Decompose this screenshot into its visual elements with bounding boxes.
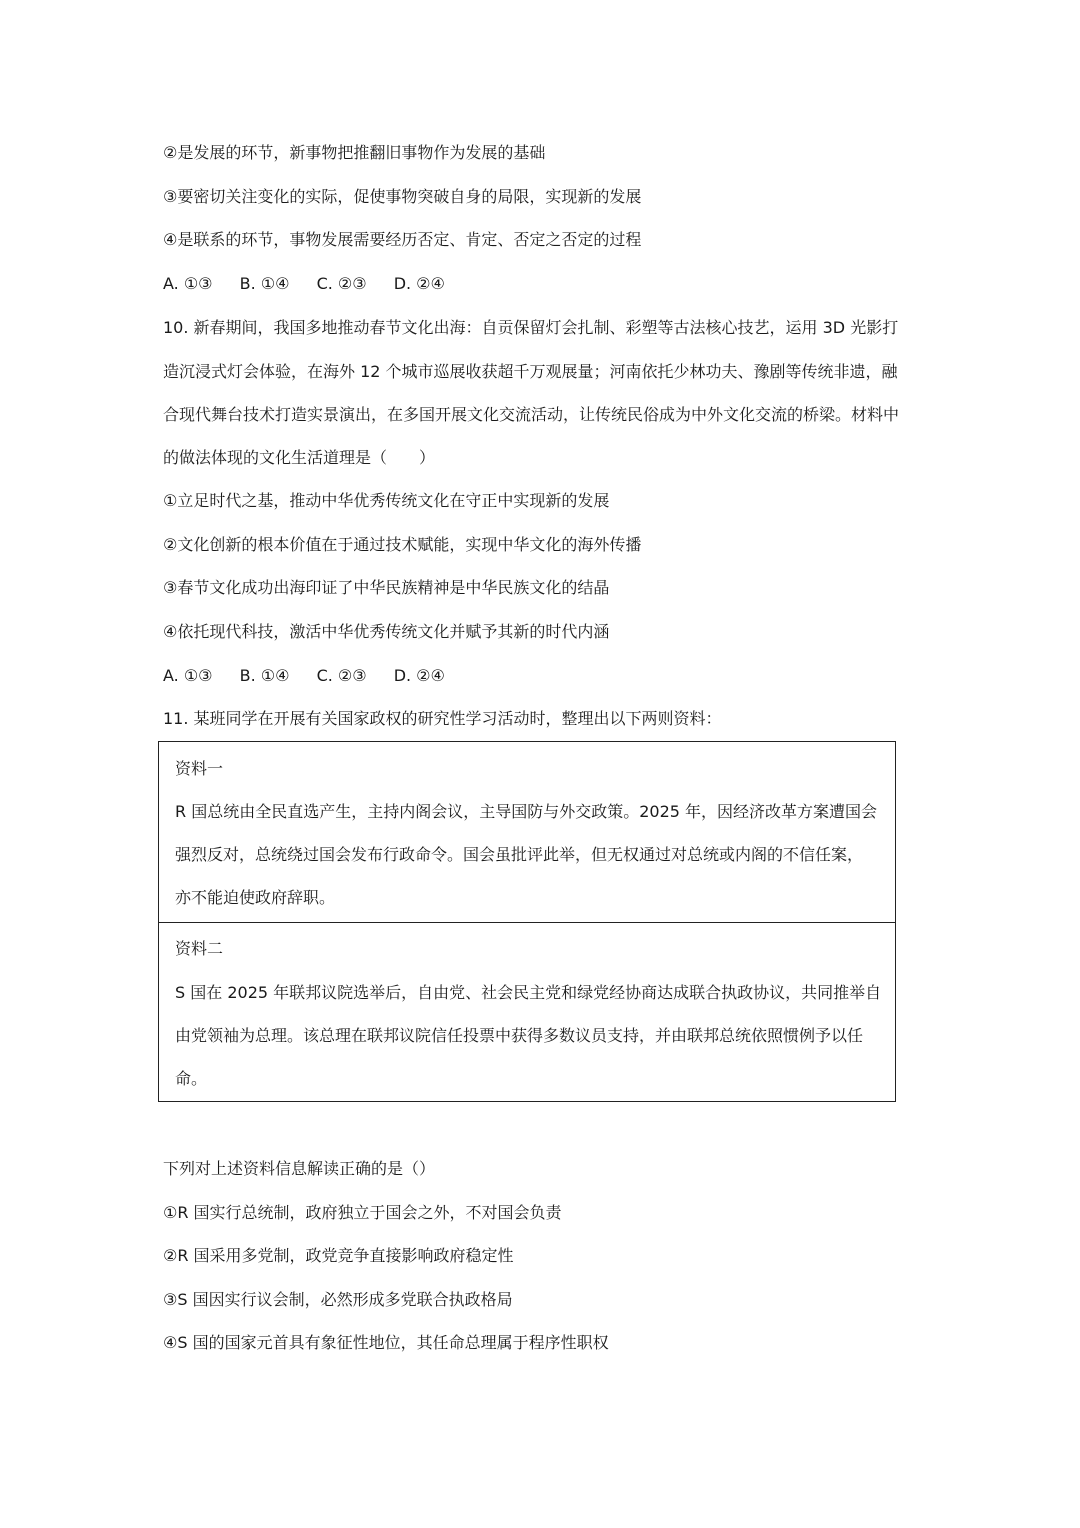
q10-stem-line-3: 合现代舞台技术打造实景演出，在多国开展文化交流活动，让传统民俗成为中外文化交流的桥梁。材料中: [163, 405, 900, 424]
q10-option-c: C. ②③: [316, 666, 367, 685]
material2-line-3: 命。: [175, 1069, 208, 1088]
q11-question: 下列对上述资料信息解读正确的是（）: [163, 1159, 436, 1178]
material1-line-1: R 国总统由全民直选产生，主持内阁会议，主导国防与外交政策。2025 年，因经济改革方案遭国会: [175, 802, 878, 821]
q9-option-d: D. ②④: [393, 274, 445, 293]
materials-divider: [159, 922, 895, 923]
q11-statement-2: ②R 国采用多党制，政党竞争直接影响政府稳定性: [163, 1246, 514, 1265]
q10-option-a: A. ①③: [163, 666, 213, 685]
material1-line-3: 亦不能迫使政府辞职。: [175, 888, 336, 907]
q11-statement-4: ④S 国的国家元首具有象征性地位，其任命总理属于程序性职权: [163, 1333, 609, 1352]
q10-option-b: B. ①④: [239, 666, 290, 685]
q9-option-a: A. ①③: [163, 274, 213, 293]
q10-statement-3: ③春节文化成功出海印证了中华民族精神是中华民族文化的结晶: [163, 578, 610, 597]
q10-option-d: D. ②④: [393, 666, 445, 685]
q9-option-c: C. ②③: [316, 274, 367, 293]
q9-statement-4: ④是联系的环节，事物发展需要经历否定、肯定、否定之否定的过程: [163, 230, 642, 249]
material2-line-2: 由党领袖为总理。该总理在联邦议院信任投票中获得多数议员支持，并由联邦总统依照惯例予以任: [175, 1026, 864, 1045]
q10-statement-1: ①立足时代之基，推动中华优秀传统文化在守正中实现新的发展: [163, 491, 610, 510]
q9-options: [163, 273, 467, 295]
material2-title: 资料二: [175, 939, 224, 958]
q10-stem-line-4: 的做法体现的文化生活道理是（ ）: [163, 448, 436, 467]
q10-stem-line-1: 10. 新春期间，我国多地推动春节文化出海：自贡保留灯会扎制、彩塑等古法核心技艺，运用 3D 光影打: [163, 318, 899, 337]
q11-stem: 11. 某班同学在开展有关国家政权的研究性学习活动时，整理出以下两则资料：: [163, 709, 722, 728]
q9-statement-2: ②是发展的环节，新事物把推翻旧事物作为发展的基础: [163, 143, 546, 162]
q10-statement-4: ④依托现代科技，激活中华优秀传统文化并赋予其新的时代内涵: [163, 622, 610, 641]
q11-statement-3: ③S 国因实行议会制，必然形成多党联合执政格局: [163, 1290, 513, 1309]
q11-statement-1: ①R 国实行总统制，政府独立于国会之外，不对国会负责: [163, 1203, 562, 1222]
q10-options: [163, 665, 467, 687]
material2-line-1: S 国在 2025 年联邦议院选举后，自由党、社会民主党和绿党经协商达成联合执政协议，共同推举自: [175, 983, 882, 1002]
q9-option-b: B. ①④: [239, 274, 290, 293]
materials-table: [158, 741, 896, 1102]
material1-line-2: 强烈反对，总统绕过国会发布行政命令。国会虽批评此举，但无权通过对总统或内阁的不信任案，: [175, 845, 864, 864]
q10-stem-line-2: 造沉浸式灯会体验，在海外 12 个城市巡展收获超千万观展量；河南依托少林功夫、豫剧等传统非遗，融: [163, 362, 898, 381]
q9-statement-3: ③要密切关注变化的实际，促使事物突破自身的局限，实现新的发展: [163, 187, 642, 206]
q10-statement-2: ②文化创新的根本价值在于通过技术赋能，实现中华文化的海外传播: [163, 535, 642, 554]
material1-title: 资料一: [175, 759, 224, 778]
